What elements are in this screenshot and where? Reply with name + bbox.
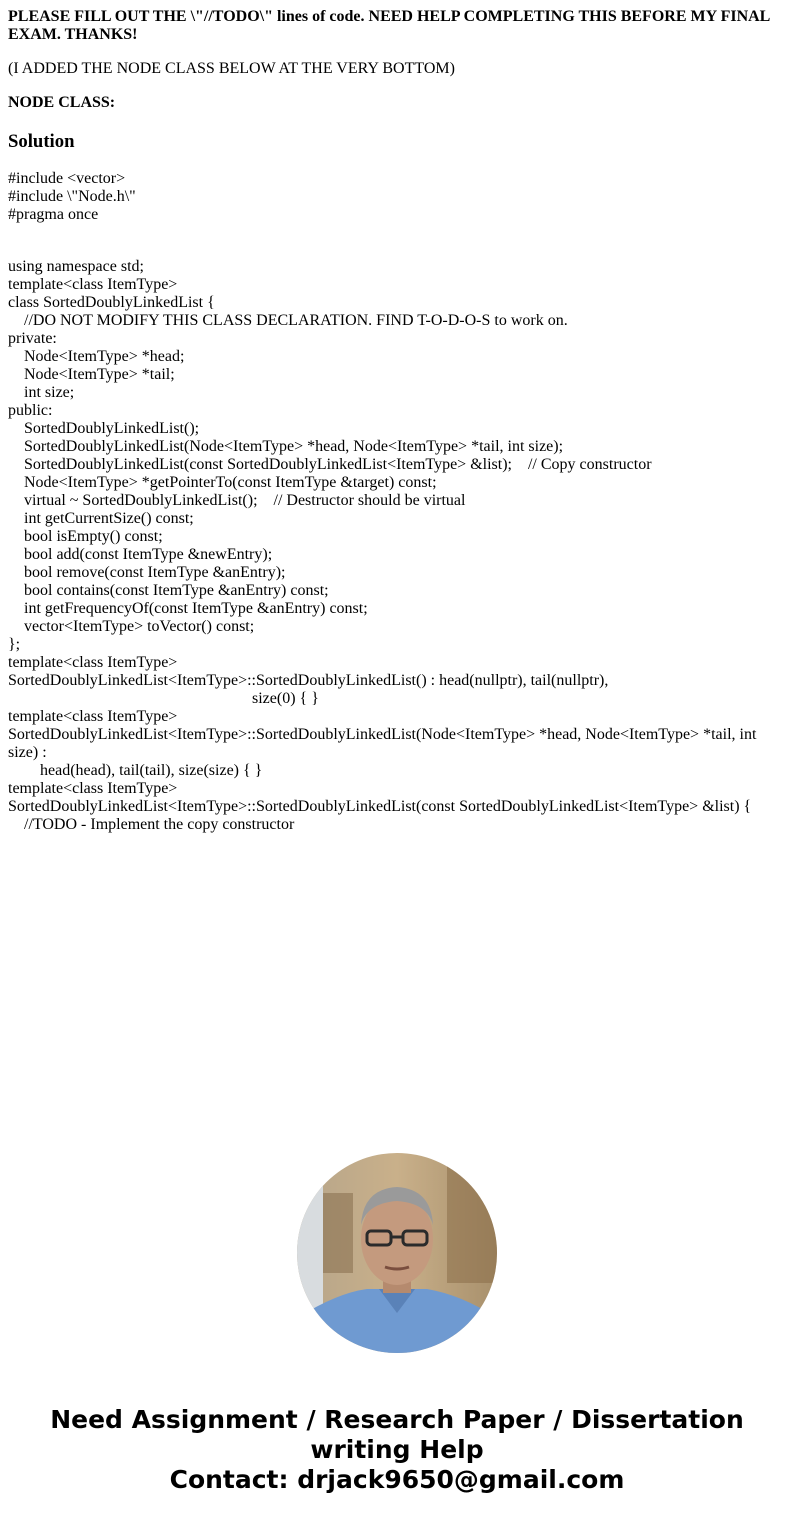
promo-line-2: writing Help [310,1435,484,1464]
code-line: template<class ItemType> [8,708,178,725]
code-line: bool remove(const ItemType &anEntry); [24,564,286,581]
code-line: vector<ItemType> toVector() const; [24,618,255,635]
code-line: int getFrequencyOf(const ItemType &anEntry) const; [24,600,368,617]
promo-line-1: Need Assignment / Research Paper / Dissertation [50,1405,744,1434]
code-line: #include \"Node.h\" [8,188,136,205]
code-line: bool add(const ItemType &newEntry); [24,546,273,563]
code-line: virtual ~ SortedDoublyLinkedList(); // Destructor should be virtual [24,492,466,509]
code-line: SortedDoublyLinkedList(); [24,420,200,437]
code-line: template<class ItemType> [8,276,178,293]
code-line: template<class ItemType> [8,780,178,797]
code-line: Node<ItemType> *head; [24,348,185,365]
tutor-avatar [297,1153,497,1353]
code-line: #include <vector> [8,170,126,187]
code-line: SortedDoublyLinkedList<ItemType>::SortedDoublyLinkedList(Node<ItemType> *head, Node<ItemType> *tail, int size) : [8,726,761,761]
code-line: head(head), tail(tail), size(size) { } [40,762,263,779]
code-line: Node<ItemType> *getPointerTo(const ItemType &target) const; [24,474,437,491]
code-line: }; [8,636,21,653]
code-line: int getCurrentSize() const; [24,510,194,527]
code-line: SortedDoublyLinkedList(Node<ItemType> *head, Node<ItemType> *tail, int size); [24,438,564,455]
code-line: class SortedDoublyLinkedList { [8,294,215,311]
document-body [8,8,786,834]
code-line: Node<ItemType> *tail; [24,366,175,383]
code-line: private: [8,330,57,347]
code-line: SortedDoublyLinkedList(const SortedDoublyLinkedList<ItemType> &list); // Copy constructor [24,456,652,473]
code-line: int size; [24,384,75,401]
tutor-photo [297,1153,497,1353]
code-line: //TODO - Implement the copy constructor [24,816,295,833]
code-line: size(0) { } [252,690,319,707]
code-line: bool contains(const ItemType &anEntry) const; [24,582,329,599]
code-line: SortedDoublyLinkedList<ItemType>::SortedDoublyLinkedList() : head(nullptr), tail(nullptr), [8,672,609,689]
code-line: public: [8,402,53,419]
code-line: bool isEmpty() const; [24,528,163,545]
promo-banner [0,1405,794,1495]
code-line: template<class ItemType> [8,654,178,671]
code-line: SortedDoublyLinkedList<ItemType>::SortedDoublyLinkedList(const SortedDoublyLinkedList<ItemType> &list) { [8,798,752,815]
question-title: PLEASE FILL OUT THE \"//TODO\" lines of code. NEED HELP COMPLETING THIS BEFORE MY FINAL EXAM. THANKS! [8,8,770,43]
promo-contact: Contact: drjack9650@gmail.com [169,1465,625,1494]
question-note: (I ADDED THE NODE CLASS BELOW AT THE VERY BOTTOM) [8,60,455,77]
code-line: using namespace std; [8,258,144,275]
code-block [8,170,786,834]
node-class-label: NODE CLASS: [8,94,116,111]
code-line: //DO NOT MODIFY THIS CLASS DECLARATION. FIND T-O-D-O-S to work on. [24,312,568,329]
solution-heading: Solution [8,131,75,152]
code-line: #pragma once [8,206,99,223]
